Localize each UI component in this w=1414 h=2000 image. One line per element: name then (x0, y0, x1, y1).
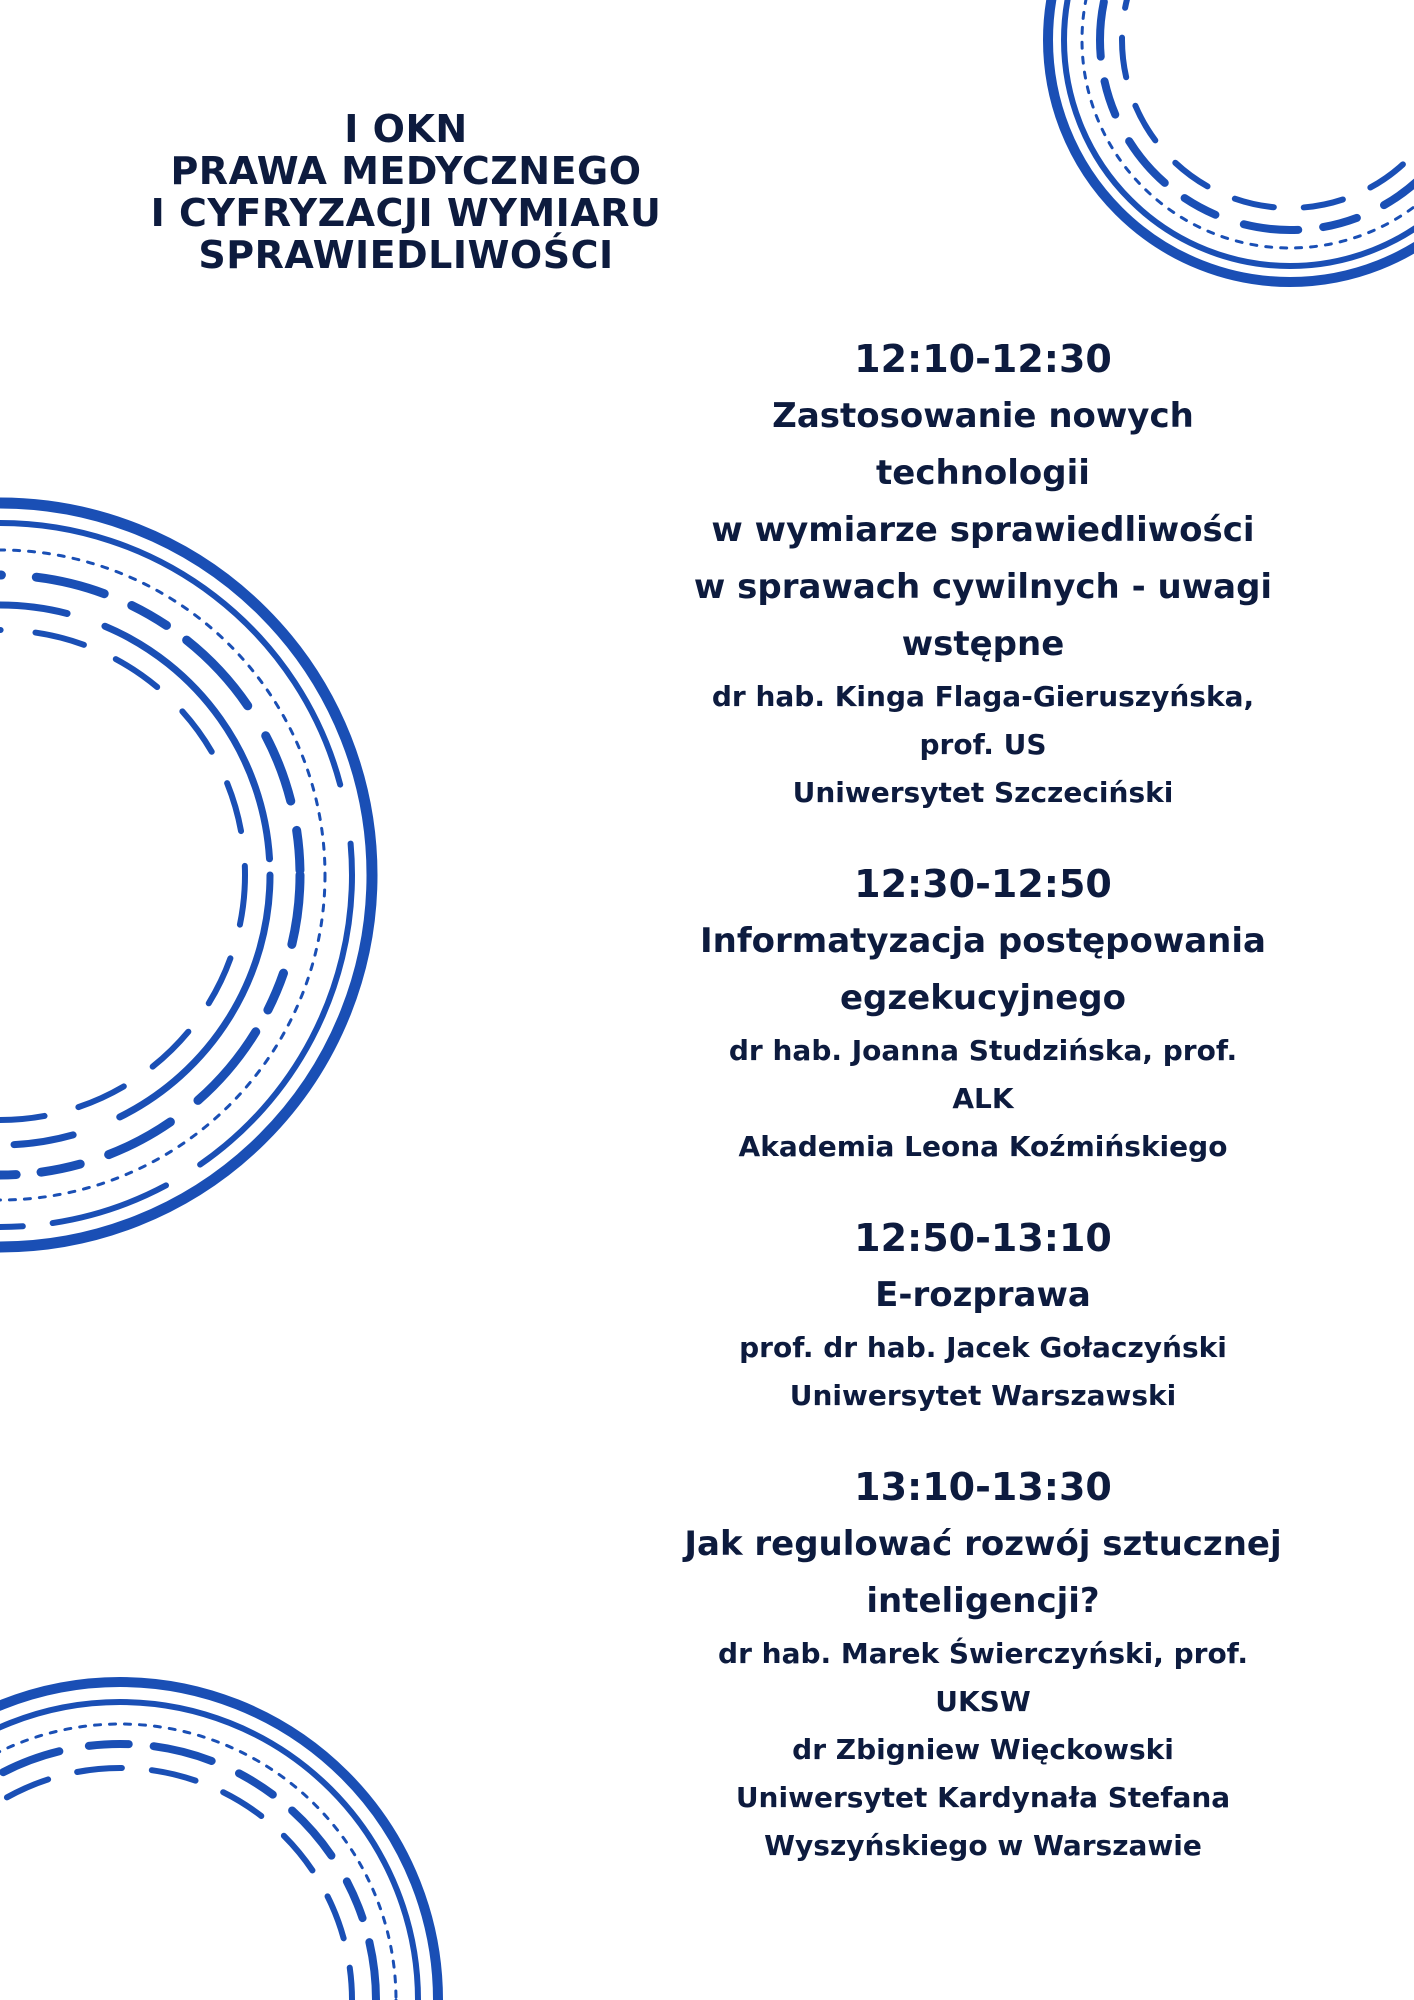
session-affiliation: Uniwersytet Szczeciński (792, 776, 1174, 809)
session-affiliation: Akademia Leona Koźmińskiego (738, 1130, 1228, 1163)
session-time: 13:10-13:30 (854, 1465, 1112, 1509)
session-affiliation: Wyszyńskiego w Warszawie (764, 1829, 1202, 1862)
session-title: Jak regulować rozwój sztucznej (684, 1524, 1282, 1564)
conference-title-line: PRAWA MEDYCZNEGO (170, 149, 642, 193)
session-title: w wymiarze sprawiedliwości (711, 510, 1255, 550)
session-title: E-rozprawa (875, 1275, 1091, 1315)
session-affiliation: Uniwersytet Warszawski (789, 1379, 1177, 1412)
session-title: Informatyzacja postępowania (700, 921, 1266, 961)
session-title: inteligencji? (866, 1581, 1100, 1621)
bottom-left-circle-graphic (0, 1682, 438, 2000)
session-speaker: ALK (952, 1082, 1014, 1115)
conference-title (100, 108, 712, 276)
session-affiliation: Uniwersytet Kardynała Stefana (735, 1781, 1231, 1814)
session-speaker: UKSW (935, 1685, 1031, 1718)
session-time: 12:50-13:10 (854, 1216, 1112, 1260)
session-4 (648, 1458, 1318, 1870)
session-title: w sprawach cywilnych - uwagi (693, 567, 1273, 607)
session-speaker: dr hab. Joanna Studzińska, prof. (728, 1034, 1238, 1067)
session-speaker: dr hab. Marek Świerczyński, prof. (718, 1637, 1248, 1670)
session-time: 12:10-12:30 (854, 337, 1112, 381)
session-speaker: dr Zbigniew Więckowski (792, 1733, 1174, 1766)
session-title: technologii (876, 453, 1090, 493)
session-time: 12:30-12:50 (854, 862, 1112, 906)
conference-title-line: SPRAWIEDLIWOŚCI (198, 233, 614, 277)
session-title: Zastosowanie nowych (772, 396, 1194, 436)
left-circle-graphic (0, 503, 372, 1247)
conference-title-line: I CYFRYZACJI WYMIARU (150, 191, 662, 235)
session-speaker: dr hab. Kinga Flaga-Gieruszyńska, (711, 680, 1255, 713)
agenda (648, 330, 1318, 1908)
session-title: wstępne (901, 624, 1065, 664)
top-right-circle-graphic (1048, 0, 1414, 282)
session-speaker: prof. US (919, 728, 1047, 761)
session-1 (648, 330, 1318, 817)
session-title: egzekucyjnego (840, 978, 1126, 1018)
session-3 (648, 1209, 1318, 1420)
session-2 (648, 855, 1318, 1171)
conference-title-line: I OKN (344, 107, 468, 151)
session-speaker: prof. dr hab. Jacek Gołaczyński (739, 1331, 1227, 1364)
